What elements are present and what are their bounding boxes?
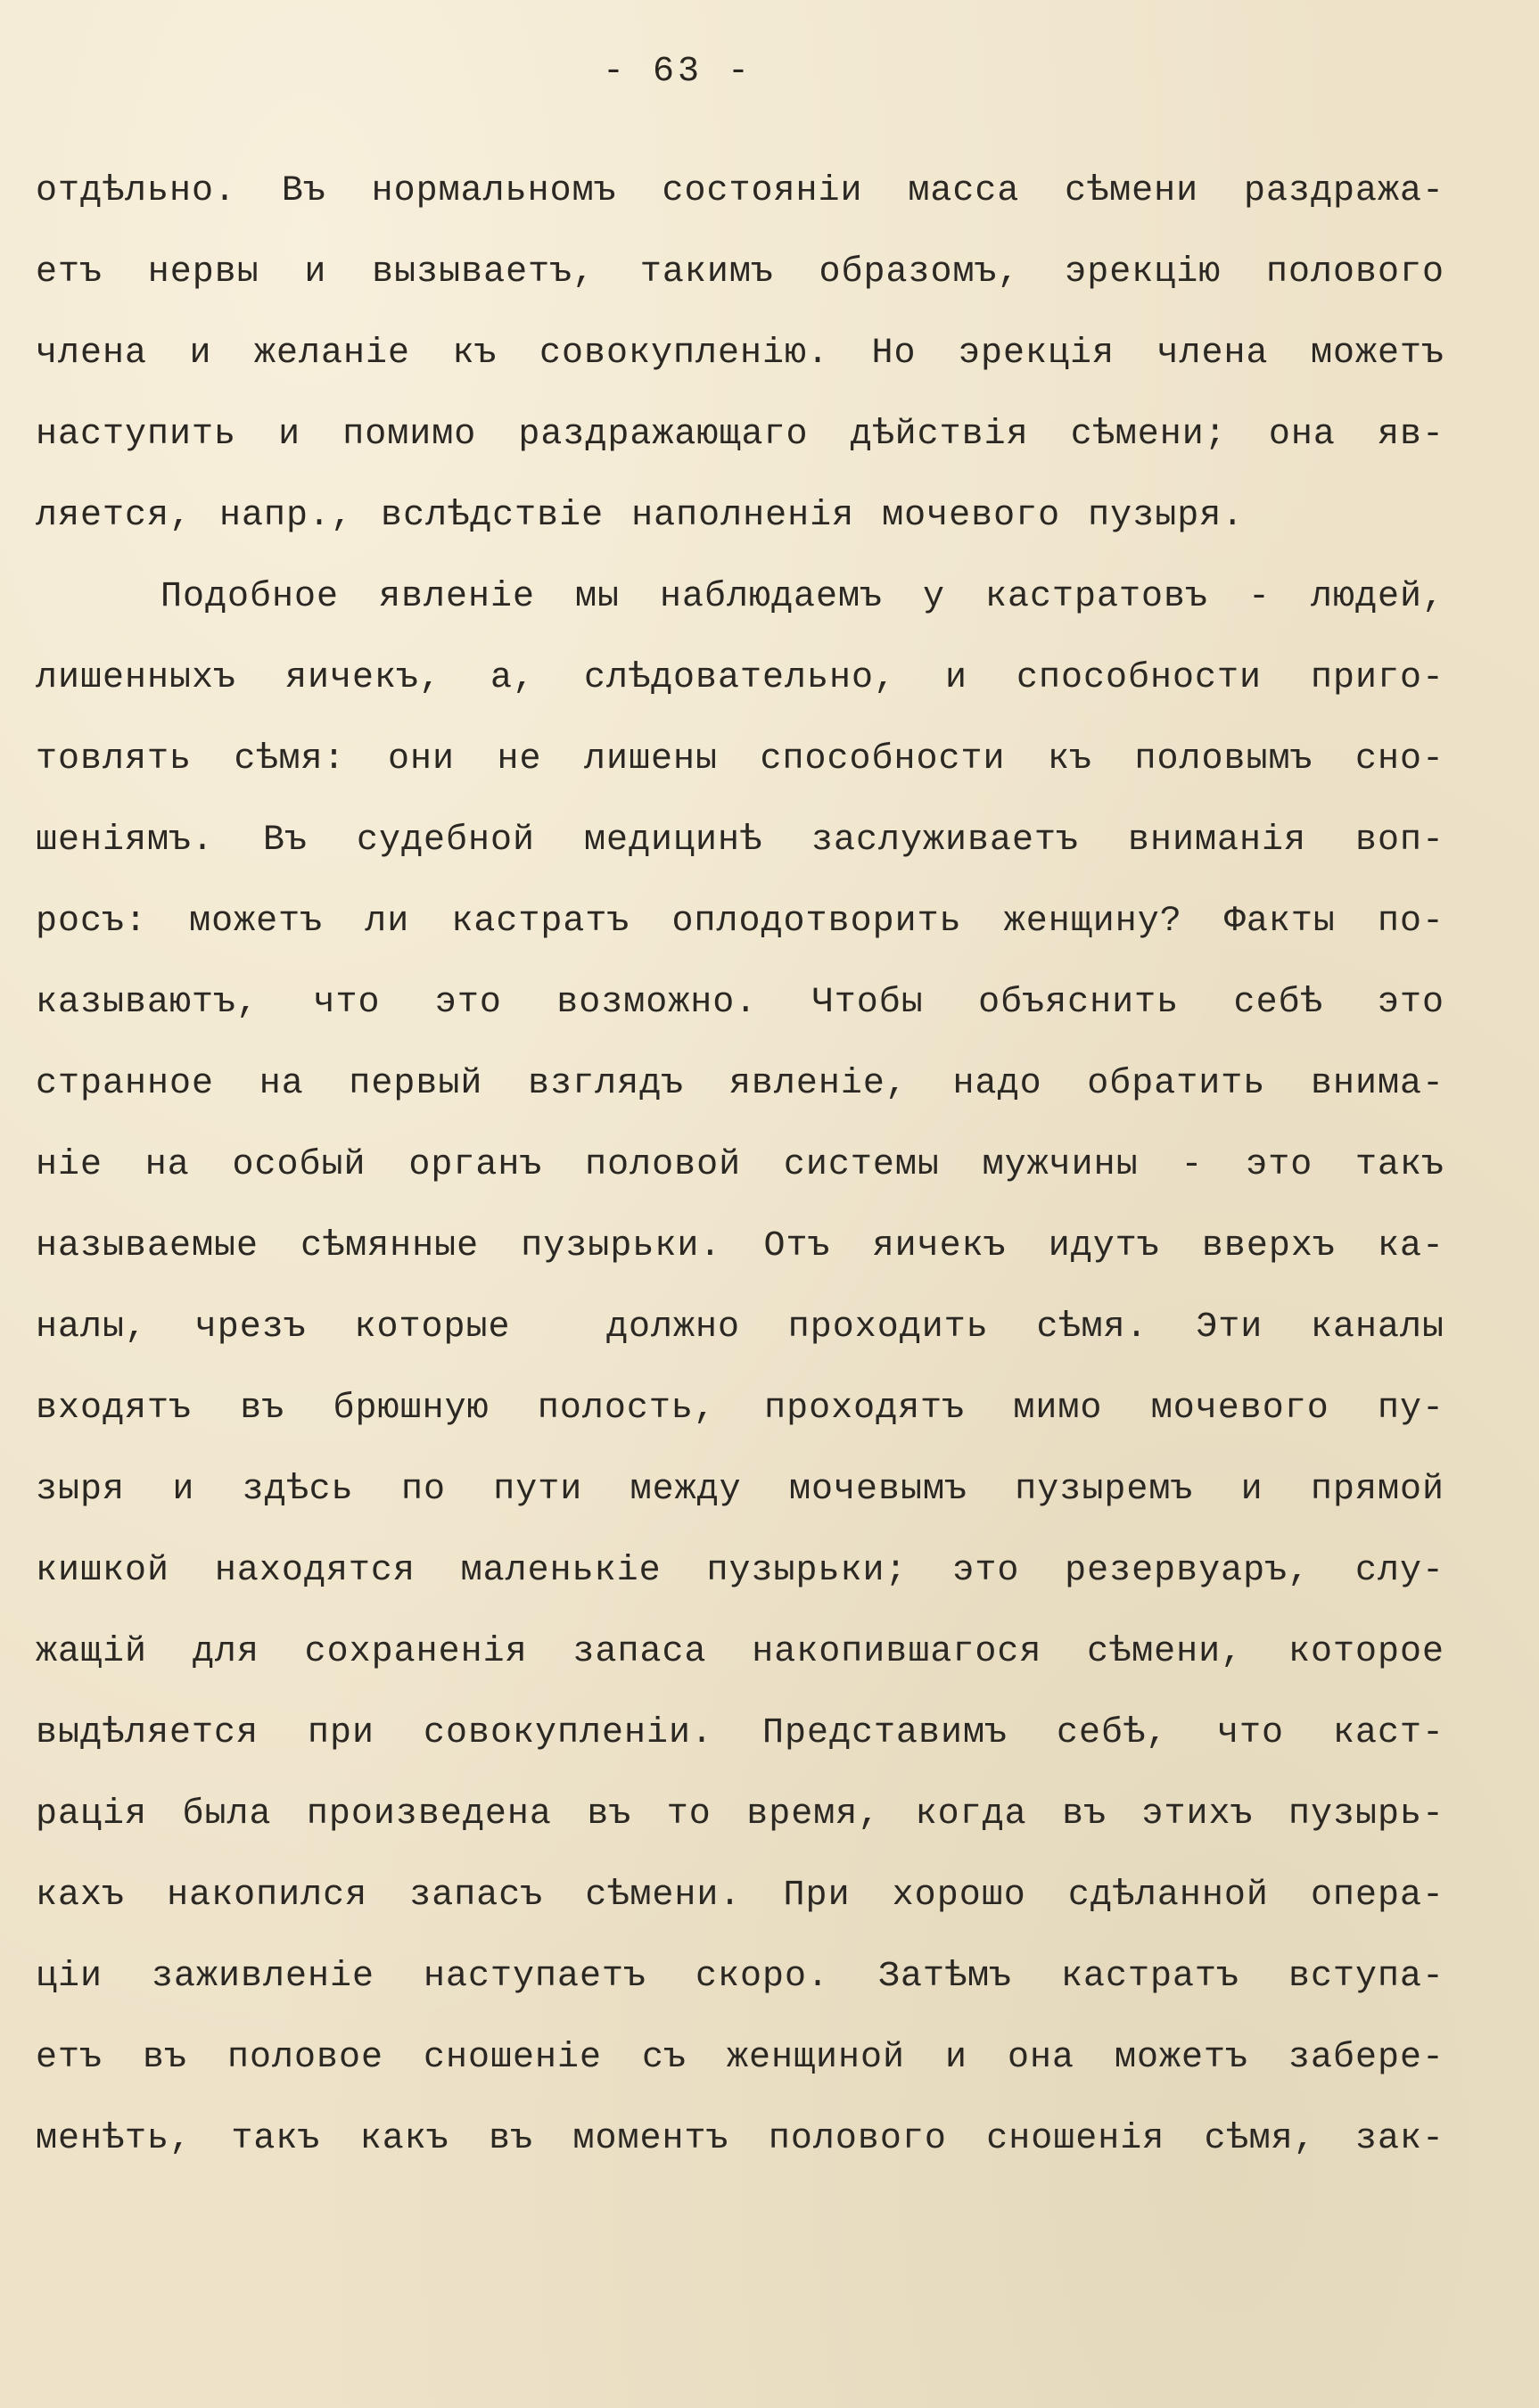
text-line: товлять сѣмя: они не лишены способности къ половымъ сно- [36,739,1444,779]
text-line: етъ нервы и вызываетъ, такимъ образомъ, эрекцію полового [36,252,1444,293]
text-line: называемые сѣмянные пузырьки. Отъ яичекъ идутъ вверхъ ка- [36,1226,1444,1266]
text-line: ніе на особый органъ половой системы мужчины - это такъ [36,1145,1444,1185]
text-line: ціи заживленіе наступаетъ скоро. Затѣмъ кастратъ вступа- [36,1957,1444,1997]
text-line: Подобное явленіе мы наблюдаемъ у кастратовъ - людей, [160,577,1444,617]
text-line: жащій для сохраненія запаса накопившагося сѣмени, которое [36,1632,1444,1672]
text-line: етъ въ половое сношеніе съ женщиной и она можетъ забере- [36,2038,1444,2078]
text-line: входятъ въ брюшную полость, проходятъ мимо мочевого пу- [36,1389,1444,1429]
text-line: казываютъ, что это возможно. Чтобы объяснить себѣ это [36,983,1444,1023]
text-line: кахъ накопился запасъ сѣмени. При хорошо сдѣланной опера- [36,1876,1444,1916]
text-line: налы, чрезъ которые должно проходить сѣмя. Эти каналы [36,1307,1444,1348]
text-line: члена и желаніе къ совокупленію. Но эрекція члена можетъ [36,334,1444,374]
text-line: ляется, напр., вслѣдствіе наполненія мочевого пузыря. [36,496,1245,536]
text-line: лишенныхъ яичекъ, а, слѣдовательно, и способности приго- [36,658,1444,698]
page-number: - 63 - [602,52,753,92]
text-line: выдѣляется при совокупленіи. Представимъ себѣ, что каст- [36,1713,1444,1753]
text-line: менѣть, такъ какъ въ моментъ полового сношенія сѣмя, зак- [36,2119,1444,2159]
text-line: отдѣльно. Въ нормальномъ состояніи масса сѣмени раздража- [36,171,1444,211]
text-line: наступить и помимо раздражающаго дѣйствія сѣмени; она яв- [36,415,1444,455]
text-line: зыря и здѣсь по пути между мочевымъ пузыремъ и прямой [36,1470,1444,1510]
text-line: странное на первый взглядъ явленіе, надо обратить внима- [36,1064,1444,1104]
text-line: кишкой находятся маленькіе пузырьки; это резервуаръ, слу- [36,1551,1444,1591]
text-line: рація была произведена въ то время, когда въ этихъ пузырь- [36,1794,1444,1835]
text-line: росъ: можетъ ли кастратъ оплодотворить женщину? Факты по- [36,902,1444,942]
text-body [36,169,1444,2198]
text-line: шеніямъ. Въ судебной медицинѣ заслуживаетъ вниманія воп- [36,821,1444,861]
